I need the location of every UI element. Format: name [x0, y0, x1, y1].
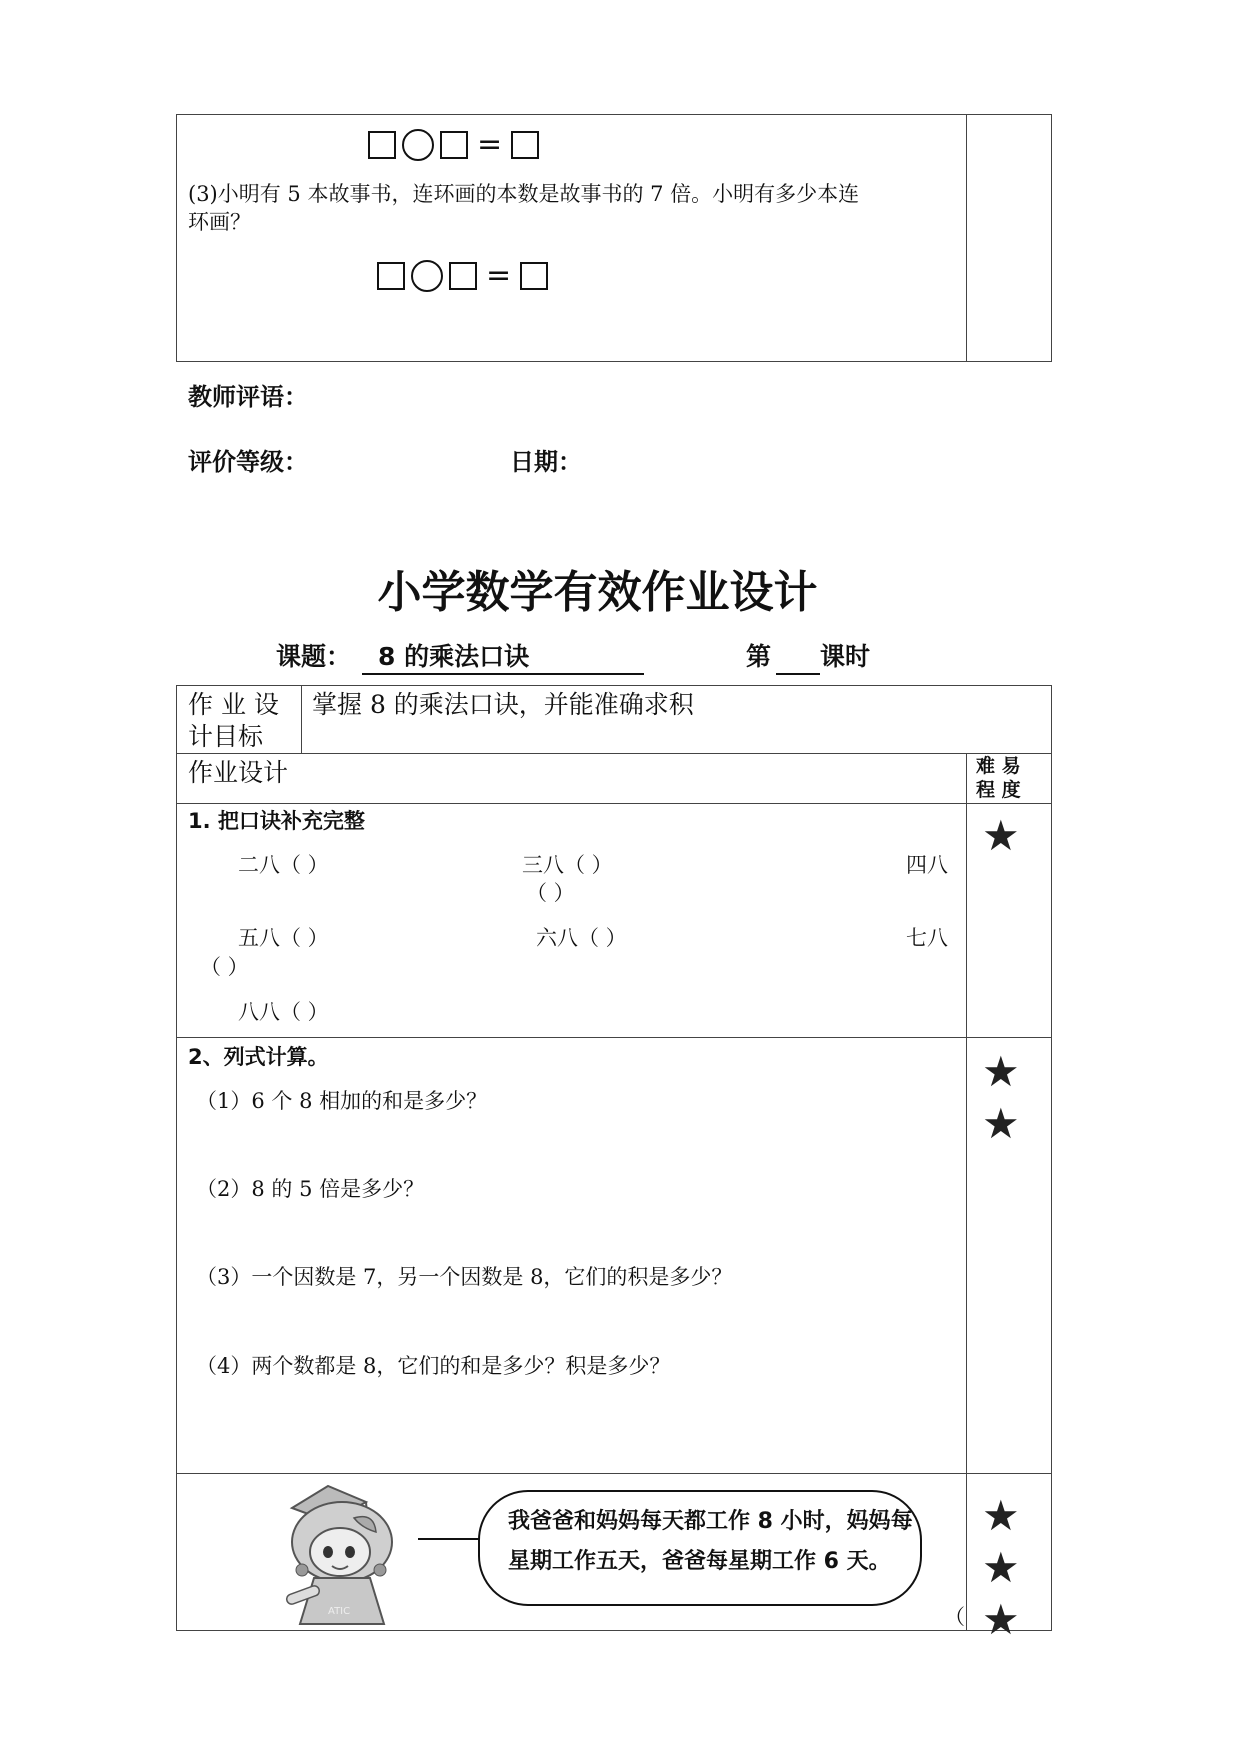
section1-title: 1. 把口诀补充完整	[188, 809, 365, 833]
goal-label-line1: 作 业 设	[188, 690, 279, 719]
answer-box	[440, 131, 468, 159]
section1-item: 三八（ ）	[522, 853, 613, 877]
difficulty-star: ★	[982, 1099, 1020, 1148]
section1-item-cont: （ ）	[526, 881, 575, 905]
section1-item: 五八（ ）	[238, 926, 329, 950]
top-table-divider	[966, 114, 967, 362]
speech-bubble-line1: 我爸爸和妈妈每天都工作 8 小时，妈妈每	[508, 1509, 913, 1534]
grade-label: 评价等级：	[188, 448, 308, 476]
difficulty-star: ★	[982, 1047, 1020, 1096]
section1-item: 八八（ ）	[238, 1000, 329, 1024]
section1-item: 六八（ ）	[536, 926, 627, 950]
section2-question: （2）8 的 5 倍是多少？	[196, 1177, 425, 1201]
section1-item: 二八（ ）	[238, 853, 329, 877]
operator-circle	[411, 260, 443, 292]
page-title: 小学数学有效作业设计	[377, 567, 818, 618]
section1-item-cont: （ ）	[200, 955, 249, 979]
answer-box	[449, 262, 477, 290]
equals-sign: =	[486, 258, 512, 293]
operator-circle	[402, 129, 434, 161]
problem3-line2: 环画？	[188, 210, 251, 234]
equation-row-3	[377, 260, 548, 292]
section1-item: 七八	[906, 926, 948, 950]
speech-bubble-pointer	[418, 1538, 482, 1540]
difficulty-star: ★	[982, 1595, 1020, 1644]
row-divider	[176, 803, 1052, 804]
goal-label-divider	[301, 685, 302, 753]
equation-row-2	[368, 129, 539, 161]
lesson-suffix: 课时	[820, 642, 871, 671]
equals-sign: =	[477, 127, 503, 162]
section2-title: 2、列式计算。	[188, 1045, 329, 1069]
answer-box	[377, 262, 405, 290]
difficulty-header-line1: 难 易	[976, 755, 1021, 777]
answer-box	[520, 262, 548, 290]
date-label: 日期：	[510, 448, 582, 476]
answer-box	[368, 131, 396, 159]
row-divider	[176, 1037, 1052, 1038]
problem3-line1: (3)小明有 5 本故事书，连环画的本数是故事书的 7 倍。小明有多少本连	[188, 182, 860, 206]
design-header-label: 作业设计	[188, 758, 289, 787]
topic-label: 课题：	[276, 642, 352, 671]
cartoon-girl-illustration	[280, 1478, 430, 1626]
difficulty-column-divider	[966, 753, 967, 1631]
top-table	[176, 114, 1052, 362]
cartoon-badge: ATIC	[328, 1606, 351, 1617]
difficulty-star: ★	[982, 1491, 1020, 1540]
section2-question: （3）一个因数是 7，另一个因数是 8，它们的积是多少？	[196, 1265, 733, 1289]
row-divider	[176, 1473, 1052, 1474]
lesson-prefix: 第	[746, 642, 772, 671]
lesson-number-blank	[776, 641, 820, 675]
difficulty-header-line2: 程 度	[976, 779, 1021, 801]
section2-question: （1）6 个 8 相加的和是多少？	[196, 1089, 488, 1113]
speech-bubble-line2: 星期工作五天，爸爸每星期工作 6 天。	[508, 1549, 891, 1574]
section2-question: （4）两个数都是 8，它们的和是多少？积是多少？	[196, 1354, 671, 1378]
goal-text: 掌握 8 的乘法口诀，并能准确求积	[312, 690, 694, 719]
difficulty-star: ★	[982, 811, 1020, 860]
open-paren: （	[944, 1605, 965, 1629]
goal-label-line2: 计目标	[188, 722, 264, 751]
answer-box	[511, 131, 539, 159]
section1-item: 四八	[906, 853, 948, 877]
topic-value: 8 的乘法口诀	[378, 642, 530, 671]
row-divider	[176, 753, 1052, 754]
teacher-comment-label: 教师评语：	[188, 383, 308, 411]
difficulty-star: ★	[982, 1543, 1020, 1592]
